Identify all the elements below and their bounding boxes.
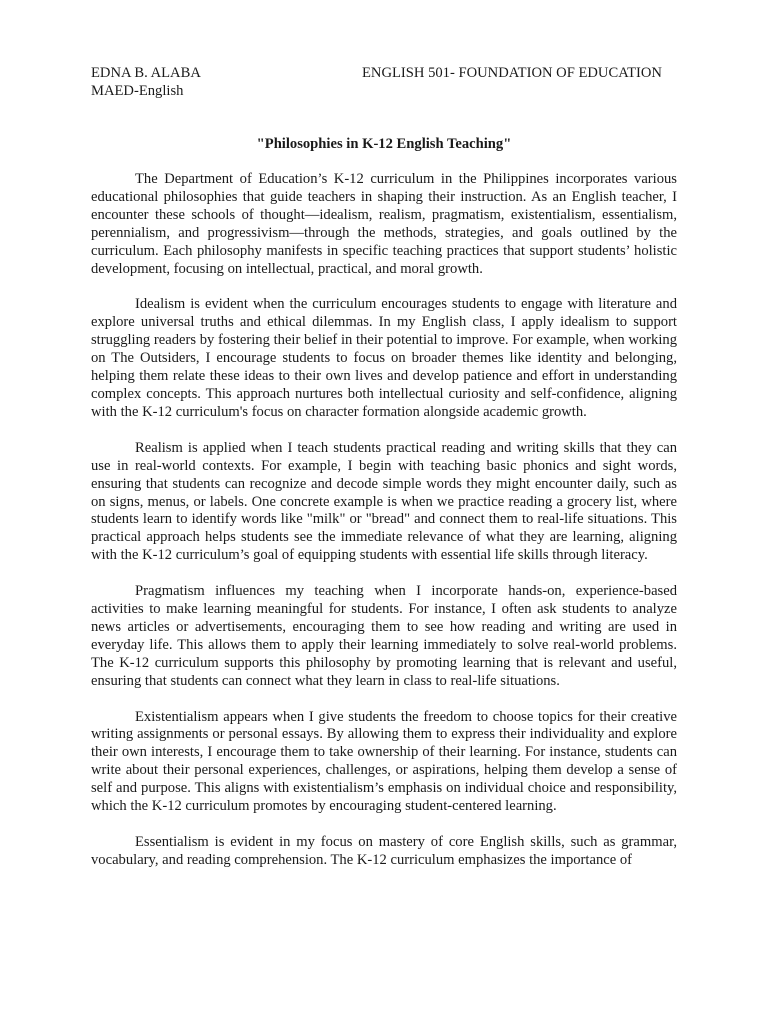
paragraph-pragmatism: Pragmatism influences my teaching when I incorporate hands-on, experience-based activities to make learning meaningful for students. For instance, I often ask students to analyze news articles or advertisements, encouraging them to see how reading and writing are used in everyday life. This allows them to apply their learning immediately to solve real-world problems. The K-12 curriculum supports this philosophy by promoting learning that is relevant and useful, ensuring that students can connect what they learn in class to real-life situations. [91,583,677,689]
paragraph-realism: Realism is applied when I teach students practical reading and writing skills that they can use in real-world contexts. For example, I begin with teaching basic phonics and sight words, ensuring that students can recognize and decode simple words they might encounter daily, such as on signs, menus, or labels. One concrete example is when we practice reading a grocery list, where students learn to identify words like "milk" or "bread" and connect them to real-life situations. This practical approach helps students see the immediate relevance of what they are learning, aligning with the K-12 curriculum’s goal of equipping students with essential life skills through literacy. [91,439,677,564]
paragraph-existentialism: Existentialism appears when I give students the freedom to choose topics for their creative writing assignments or personal essays. By allowing them to express their individuality and explore their own interests, I encourage them to take ownership of their learning. For instance, students can write about their personal experiences, challenges, or aspirations, helping them develop a sense of self and purpose. This aligns with existentialism’s emphasis on individual choice and responsibility, which the K-12 curriculum promotes by encouraging student-centered learning. [91,708,677,815]
document-title: "Philosophies in K-12 English Teaching" [256,136,512,152]
document-body [91,171,677,888]
course-name: ENGLISH 501- FOUNDATION OF EDUCATION [362,65,662,81]
paragraph-essentialism: Essentialism is evident in my focus on mastery of core English skills, such as grammar, vocabulary, and reading comprehension. The K-12 curriculum emphasizes the importance of [91,834,677,868]
header-row-bottom [91,82,691,100]
program-name: MAED-English [91,83,184,99]
document-header [91,64,691,100]
header-row-top [91,64,691,82]
paragraph-introduction: The Department of Education’s K-12 curriculum in the Philippines incorporates various educational philosophies that guide teachers in shaping their instruction. As an English teacher, I encounter these schools of thought—idealism, realism, pragmatism, existentialism, essentialism, perennialism, and progressivism—through the methods, strategies, and goals outlined by the curriculum. Each philosophy manifests in specific teaching practices that support students’ holistic development, focusing on intellectual, practical, and moral growth. [91,171,677,277]
author-name: EDNA B. ALABA [91,65,201,81]
paragraph-idealism: Idealism is evident when the curriculum encourages students to engage with literature and explore universal truths and ethical dilemmas. In my English class, I apply idealism to support struggling readers by fostering their belief in their potential to improve. For example, when working on The Outsiders, I encourage students to focus on broader themes like identity and belonging, helping them relate these ideas to their own lives and develop patience and effort in understanding complex concepts. This approach nurtures both intellectual curiosity and self-confidence, aligning with the K-12 curriculum's focus on character formation alongside academic growth. [91,296,677,420]
